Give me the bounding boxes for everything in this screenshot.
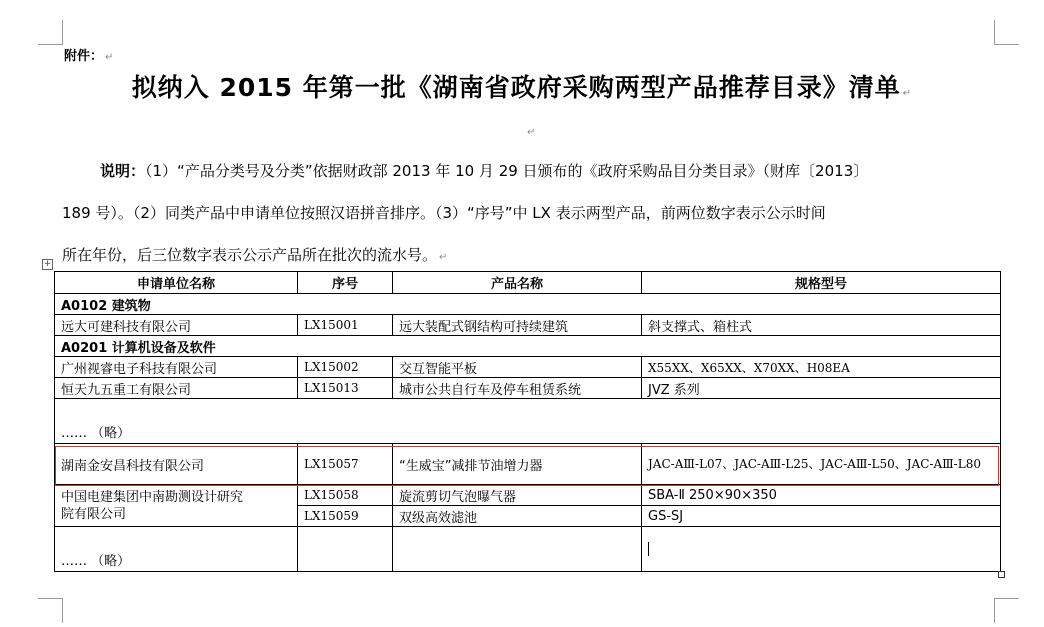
note-paragraph[interactable] (62, 150, 1002, 279)
note-line-2: 189 号）。（2）同类产品中申请单位按照汉语拼音排序。（3）“序号”中 LX 表示两型产品，前两位数字表示公示时间 (62, 204, 826, 222)
table-row (55, 485, 1001, 506)
cell-product[interactable]: 城市公共自行车及停车租赁系统 (393, 378, 642, 399)
header-spec[interactable]: 规格型号 (642, 272, 1001, 294)
cell-company[interactable]: 广州视睿电子科技有限公司 (55, 357, 298, 378)
header-company[interactable]: 申请单位名称 (55, 272, 298, 294)
cell-serial[interactable]: LX15002 (298, 357, 393, 378)
cell-spec[interactable]: 斜支撑式、箱柱式 (642, 315, 1001, 336)
cell-serial[interactable]: LX15057 (298, 444, 393, 485)
cell-serial[interactable]: LX15059 (298, 506, 393, 527)
paragraph-mark-icon: ↵ (902, 88, 913, 99)
paragraph-mark-icon: ↵ (105, 52, 114, 63)
category-row (55, 294, 1001, 315)
table-move-handle-icon[interactable]: + (43, 259, 52, 269)
company-line-1: 中国电建集团中南勘测设计研究 (61, 489, 244, 505)
cell-company[interactable]: 湖南金安昌科技有限公司 (55, 444, 298, 485)
header-serial[interactable]: 序号 (298, 272, 393, 294)
cell-spec[interactable]: JVZ 系列 (642, 378, 1001, 399)
cell-product[interactable]: 交互智能平板 (393, 357, 642, 378)
table-row (55, 357, 1001, 378)
note-line-1: 说明：（1）“产品分类号及分类”依据财政部 2013 年 10 月 29 日颁布的《政府采购品目分类目录》（财库〔2013〕 (100, 162, 869, 180)
cell-spec[interactable]: JAC-AⅢ-L07、JAC-AⅢ-L25、JAC-AⅢ-L50、JAC-AⅢ-L80 (642, 444, 1001, 485)
table-header-row (55, 272, 1001, 294)
cell-company[interactable]: 远大可建科技有限公司 (55, 315, 298, 336)
product-table (54, 271, 1001, 572)
attachment-label: 附件： ↵ (64, 49, 114, 64)
page-corner-bottom-right (994, 598, 1019, 623)
empty-paragraph[interactable] (525, 120, 535, 139)
cell-product[interactable]: 双级高效滤池 (393, 506, 642, 527)
page-corner-bottom-left (38, 598, 63, 623)
cell-spec[interactable]: X55XX、X65XX、X70XX、H08EA (642, 357, 1001, 378)
cell-product[interactable]: “生威宝”减排节油增力器 (393, 444, 642, 485)
header-product[interactable]: 产品名称 (393, 272, 642, 294)
empty-cell[interactable] (298, 527, 393, 572)
cell-serial[interactable]: LX15001 (298, 315, 393, 336)
cell-serial[interactable]: LX15013 (298, 378, 393, 399)
cell-spec[interactable]: GS-SJ (642, 506, 1001, 527)
cell-product[interactable]: 旋流剪切气泡曝气器 (393, 485, 642, 506)
ellipsis-row (55, 527, 1001, 572)
ellipsis-cell[interactable]: …… （略） (55, 399, 1001, 444)
table-row (55, 315, 1001, 336)
cell-spec[interactable]: SBA-Ⅱ 250×90×350 (642, 485, 1001, 506)
category-row (55, 336, 1001, 357)
cell-serial[interactable]: LX15058 (298, 485, 393, 506)
page-corner-top-left (38, 20, 63, 45)
table-row-highlighted (55, 444, 1001, 485)
ellipsis-cell[interactable]: …… （略） (55, 527, 298, 572)
table-resize-handle-icon[interactable] (998, 571, 1005, 578)
text-cursor (648, 542, 649, 556)
cell-product[interactable]: 远大装配式钢结构可持续建筑 (393, 315, 642, 336)
cursor-cell[interactable] (642, 527, 1001, 572)
table-row (55, 378, 1001, 399)
company-line-2: 院有限公司 (61, 506, 127, 522)
note-lead: 说明： (100, 162, 146, 180)
cell-company[interactable]: 恒天九五重工有限公司 (55, 378, 298, 399)
document-title[interactable]: 拟纳入 2015 年第一批《湖南省政府采购两型产品推荐目录》清单 ↵ (131, 73, 913, 102)
category-label[interactable]: A0201 计算机设备及软件 (55, 336, 1001, 357)
cell-company-merged[interactable] (55, 485, 298, 527)
paragraph-mark-icon: ↵ (527, 127, 536, 138)
empty-cell[interactable] (393, 527, 642, 572)
category-label[interactable]: A0102 建筑物 (55, 294, 1001, 315)
ellipsis-row (55, 399, 1001, 444)
paragraph-mark-icon: ↵ (439, 252, 448, 263)
note-line-3: 所在年份，后三位数字表示公示产品所在批次的流水号。 ↵ (62, 246, 448, 264)
page-corner-top-right (994, 20, 1019, 45)
